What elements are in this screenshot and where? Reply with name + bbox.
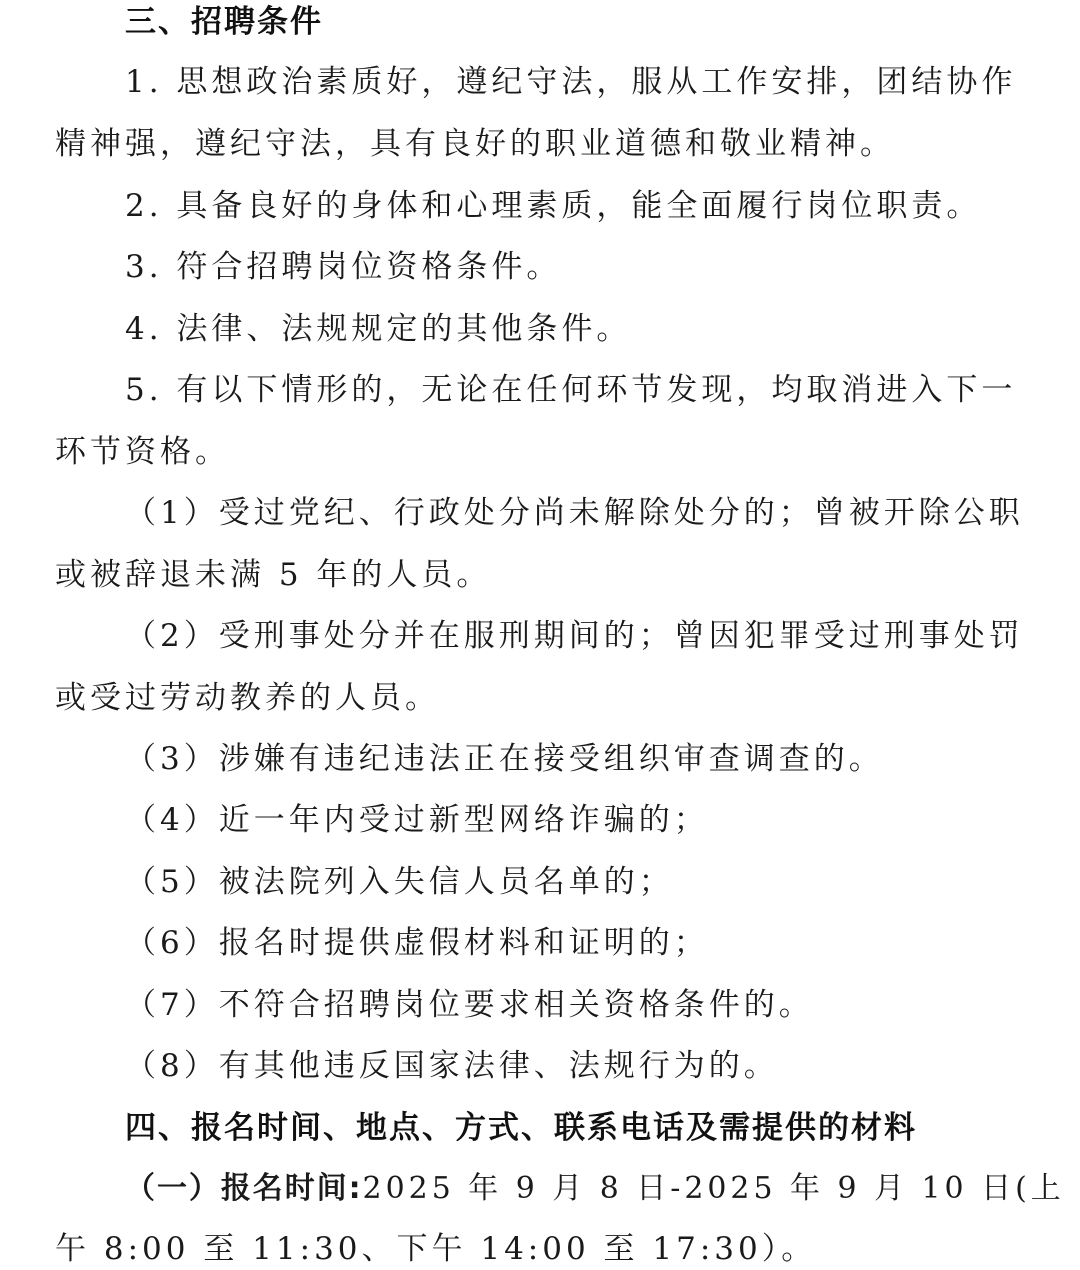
subitem-7: （7）不符合招聘岗位要求相关资格条件的。 [125, 987, 814, 1023]
subitem-1-line-1: （1）受过党纪、行政处分尚未解除处分的；曾被开除公职 [125, 495, 1024, 531]
condition-5-line-2: 环节资格。 [55, 434, 230, 470]
registration-time-line-2: 午 8:00 至 11:30、下午 14:00 至 17:30）。 [55, 1231, 817, 1267]
registration-time-value: 2025 年 9 月 8 日-2025 年 9 月 10 日(上 [362, 1171, 1065, 1206]
condition-5-line-1: 5. 有以下情形的，无论在任何环节发现，均取消进入下一 [125, 372, 1017, 408]
section-heading-4: 四、报名时间、地点、方式、联系电话及需提供的材料 [125, 1110, 917, 1146]
subitem-8: （8）有其他违反国家法律、法规行为的。 [125, 1048, 779, 1084]
subitem-1-line-2: 或被辞退未满 5 年的人员。 [55, 557, 492, 593]
registration-time-line-1 [125, 1169, 1065, 1209]
condition-1-line-2: 精神强，遵纪守法，具有良好的职业道德和敬业精神。 [55, 126, 895, 162]
condition-3: 3. 符合招聘岗位资格条件。 [125, 249, 562, 285]
condition-2: 2. 具备良好的身体和心理素质，能全面履行岗位职责。 [125, 188, 982, 224]
subitem-2-line-1: （2）受刑事处分并在服刑期间的；曾因犯罪受过刑事处罚 [125, 618, 1024, 654]
subitem-5: （5）被法院列入失信人员名单的； [125, 864, 674, 900]
registration-time-label: （一）报名时间: [125, 1171, 363, 1206]
subitem-3: （3）涉嫌有违纪违法正在接受组织审查调查的。 [125, 741, 884, 777]
subitem-6: （6）报名时提供虚假材料和证明的； [125, 925, 709, 961]
condition-1-line-1: 1. 思想政治素质好，遵纪守法，服从工作安排，团结协作 [125, 64, 1017, 100]
subitem-4: （4）近一年内受过新型网络诈骗的； [125, 802, 709, 838]
section-heading-3: 三、招聘条件 [125, 4, 323, 40]
condition-4: 4. 法律、法规规定的其他条件。 [125, 311, 632, 347]
subitem-2-line-2: 或受过劳动教养的人员。 [55, 680, 440, 716]
